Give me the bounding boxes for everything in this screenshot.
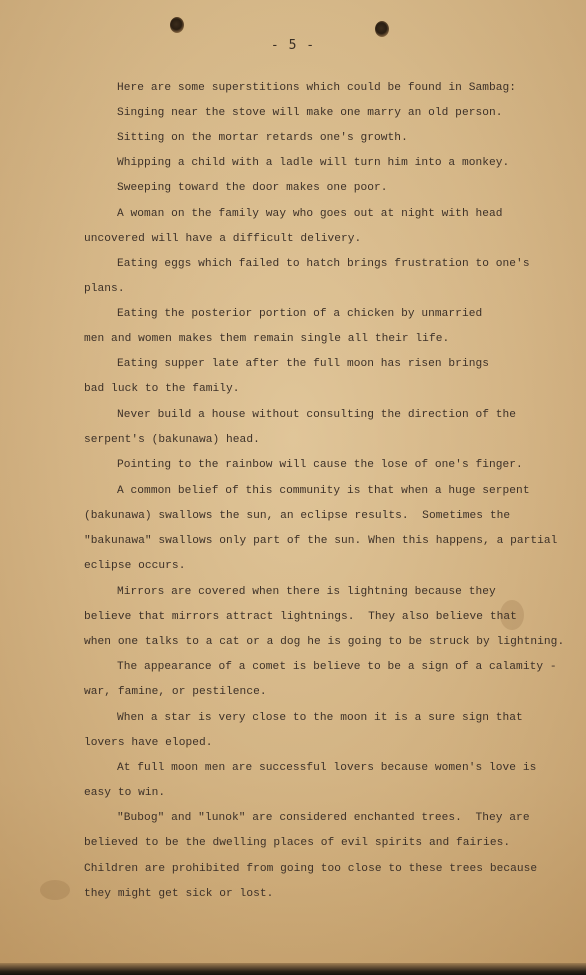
text-line: believed to be the dwelling places of evil spirits and fairies. [84,837,511,849]
text-line: uncovered will have a difficult delivery. [84,233,362,245]
text-line: Sitting on the mortar retards one's growth. [117,132,408,144]
text-line: when one talks to a cat or a dog he is going to be struck by lightning. [84,636,565,648]
paper-stain [40,880,70,900]
text-line: plans. [84,283,125,295]
text-line: Singing near the stove will make one marry an old person. [117,107,503,119]
text-line: Eating supper late after the full moon has risen brings [117,358,489,370]
text-line: When a star is very close to the moon it is a sure sign that [117,712,523,724]
text-line: "Bubog" and "lunok" are considered enchanted trees. They are [117,812,530,824]
text-line: Children are prohibited from going too close to these trees because [84,863,538,875]
text-line: Mirrors are covered when there is lightning because they [117,586,496,598]
text-line: Sweeping toward the door makes one poor. [117,182,388,194]
text-line: eclipse occurs. [84,560,186,572]
text-line: believe that mirrors attract lightnings. They also believe that [84,611,517,623]
text-line: At full moon men are successful lovers because women's love is [117,762,537,774]
text-line: A common belief of this community is that when a huge serpent [117,485,530,497]
text-line: they might get sick or lost. [84,888,274,900]
text-line: men and women makes them remain single all their life. [84,333,450,345]
text-line: Eating the posterior portion of a chicken by unmarried [117,308,483,320]
text-line: The appearance of a comet is believe to be a sign of a calamity - [117,661,557,673]
text-line: Never build a house without consulting the direction of the [117,409,517,421]
text-line: Eating eggs which failed to hatch brings frustration to one's [117,258,530,270]
text-line: Here are some superstitions which could be found in Sambag: [117,82,517,94]
punch-hole-right [375,21,389,37]
page-bottom-edge [0,963,586,975]
text-line: (bakunawa) swallows the sun, an eclipse results. Sometimes the [84,510,511,522]
text-line: bad luck to the family. [84,383,240,395]
text-line: serpent's (bakunawa) head. [84,434,260,446]
punch-hole-left [170,17,184,33]
text-line: A woman on the family way who goes out at night with head [117,208,503,220]
text-line: "bakunawa" swallows only part of the sun. When this happens, a partial [84,535,558,547]
text-line: lovers have eloped. [84,737,213,749]
text-line: easy to win. [84,787,166,799]
text-line: war, famine, or pestilence. [84,686,267,698]
text-line: Whipping a child with a ladle will turn him into a monkey. [117,157,510,169]
text-line: Pointing to the rainbow will cause the lose of one's finger. [117,459,523,471]
page-number: - 5 - [270,38,316,53]
